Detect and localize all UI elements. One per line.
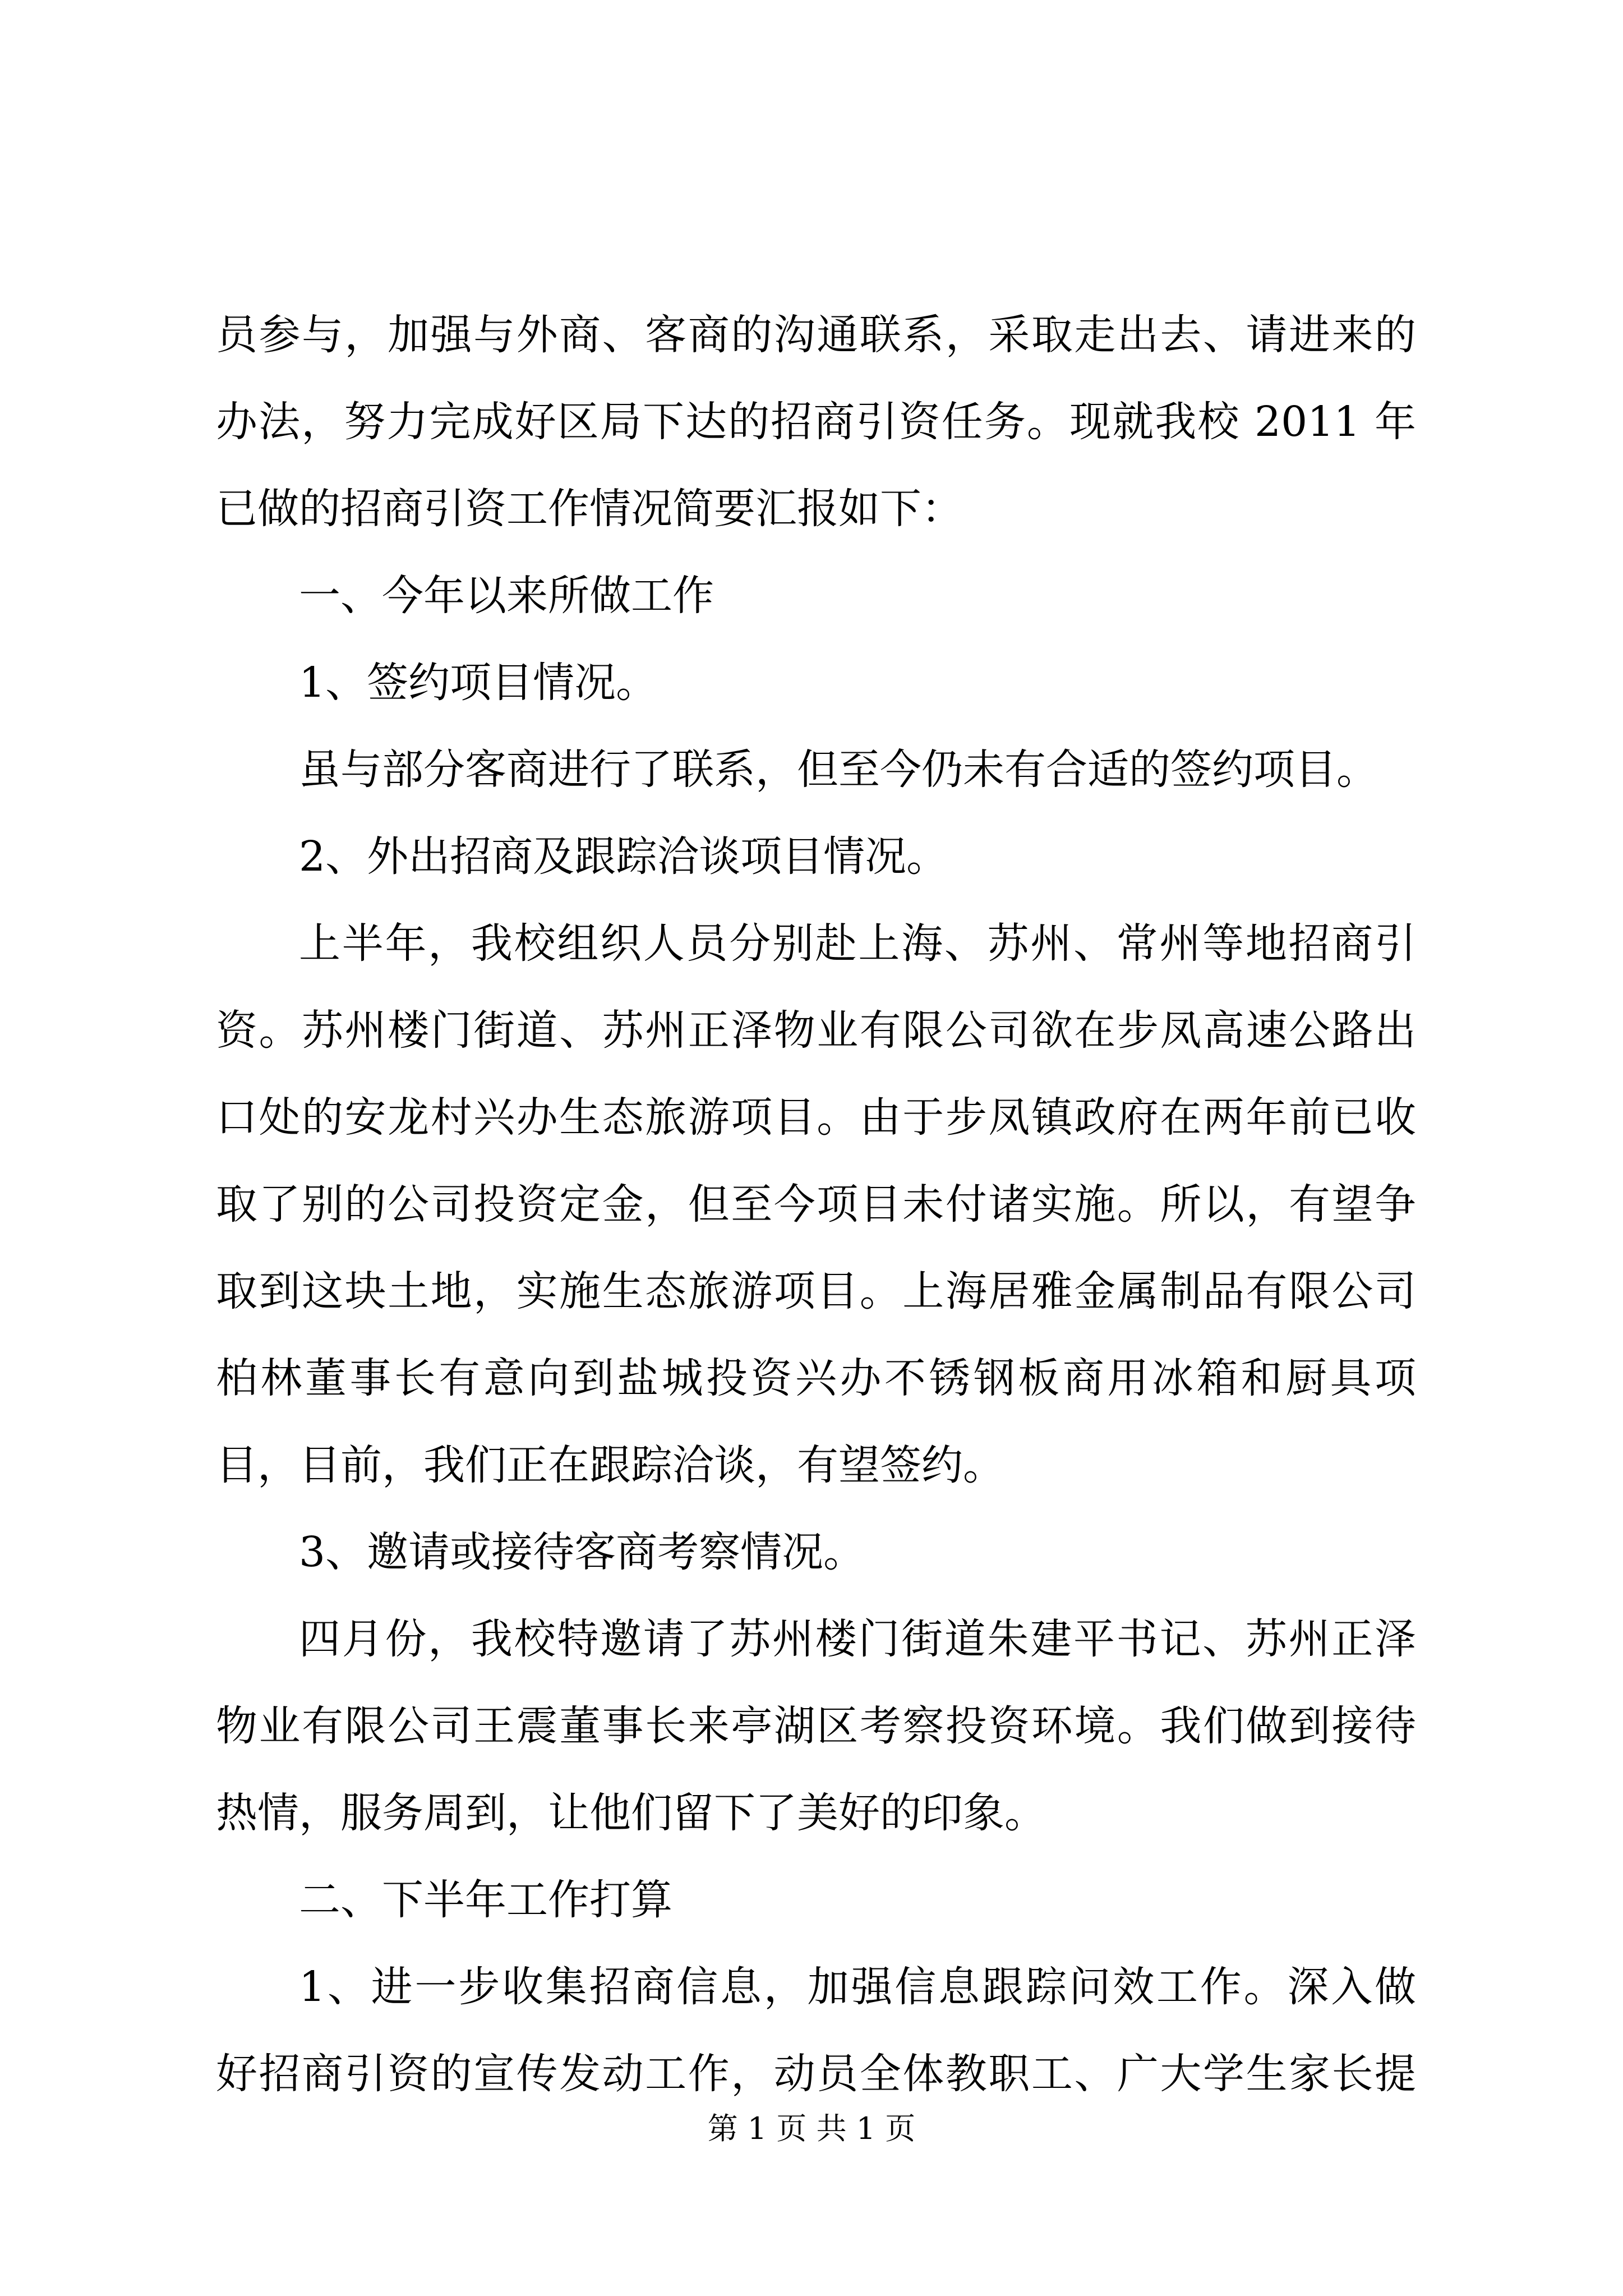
paragraph-line: 取到这块土地，实施生态旅游项目。上海居雅金属制品有限公司 [216,1267,1416,1315]
paragraph-line: 物业有限公司王震董事长来亭湖区考察投资环境。我们做到接待 [216,1702,1416,1750]
paragraph-line: 虽与部分客商进行了联系，但至今仍未有合适的签约项目。 [299,746,1378,794]
paragraph-line: 上半年，我校组织人员分别赴上海、苏州、常州等地招商引 [299,919,1416,968]
paragraph-line: 办法，努力完成好区局下达的招商引资任务。现就我校 2011 年 [216,398,1416,446]
paragraph-line: 资。苏州楼门街道、苏州正泽物业有限公司欲在步凤高速公路出 [216,1006,1416,1055]
paragraph-line: 员参与，加强与外商、客商的沟通联系，采取走出去、请进来的 [216,311,1416,359]
subsection-heading: 1、签约项目情况。 [299,659,658,707]
section-heading: 二、下半年工作打算 [299,1876,672,1924]
paragraph-line: 口处的安龙村兴办生态旅游项目。由于步凤镇政府在两年前已收 [216,1093,1416,1142]
paragraph-line: 已做的招商引资工作情况简要汇报如下： [216,485,963,533]
subsection-heading: 3、邀请或接待客商考察情况。 [299,1528,865,1576]
paragraph-line: 柏林董事长有意向到盐城投资兴办不锈钢板商用冰箱和厨具项 [216,1354,1416,1402]
paragraph-line: 四月份，我校特邀请了苏州楼门街道朱建平书记、苏州正泽 [299,1615,1416,1663]
document-body [216,292,1416,2118]
section-heading: 一、今年以来所做工作 [299,572,714,620]
page-number-footer: 第 1 页 共 1 页 [707,2111,916,2146]
paragraph-line: 热情，服务周到，让他们留下了美好的印象。 [216,1789,1046,1837]
paragraph-line: 目，目前，我们正在跟踪洽谈，有望签约。 [216,1441,1004,1489]
subsection-heading: 2、外出招商及跟踪洽谈项目情况。 [299,832,948,881]
paragraph-line: 取了别的公司投资定金，但至今项目未付诸实施。所以，有望争 [216,1180,1416,1228]
paragraph-line: 好招商引资的宣传发动工作，动员全体教职工、广大学生家长提 [216,2050,1416,2098]
paragraph-line: 1、进一步收集招商信息，加强信息跟踪问效工作。深入做 [299,1963,1416,2011]
